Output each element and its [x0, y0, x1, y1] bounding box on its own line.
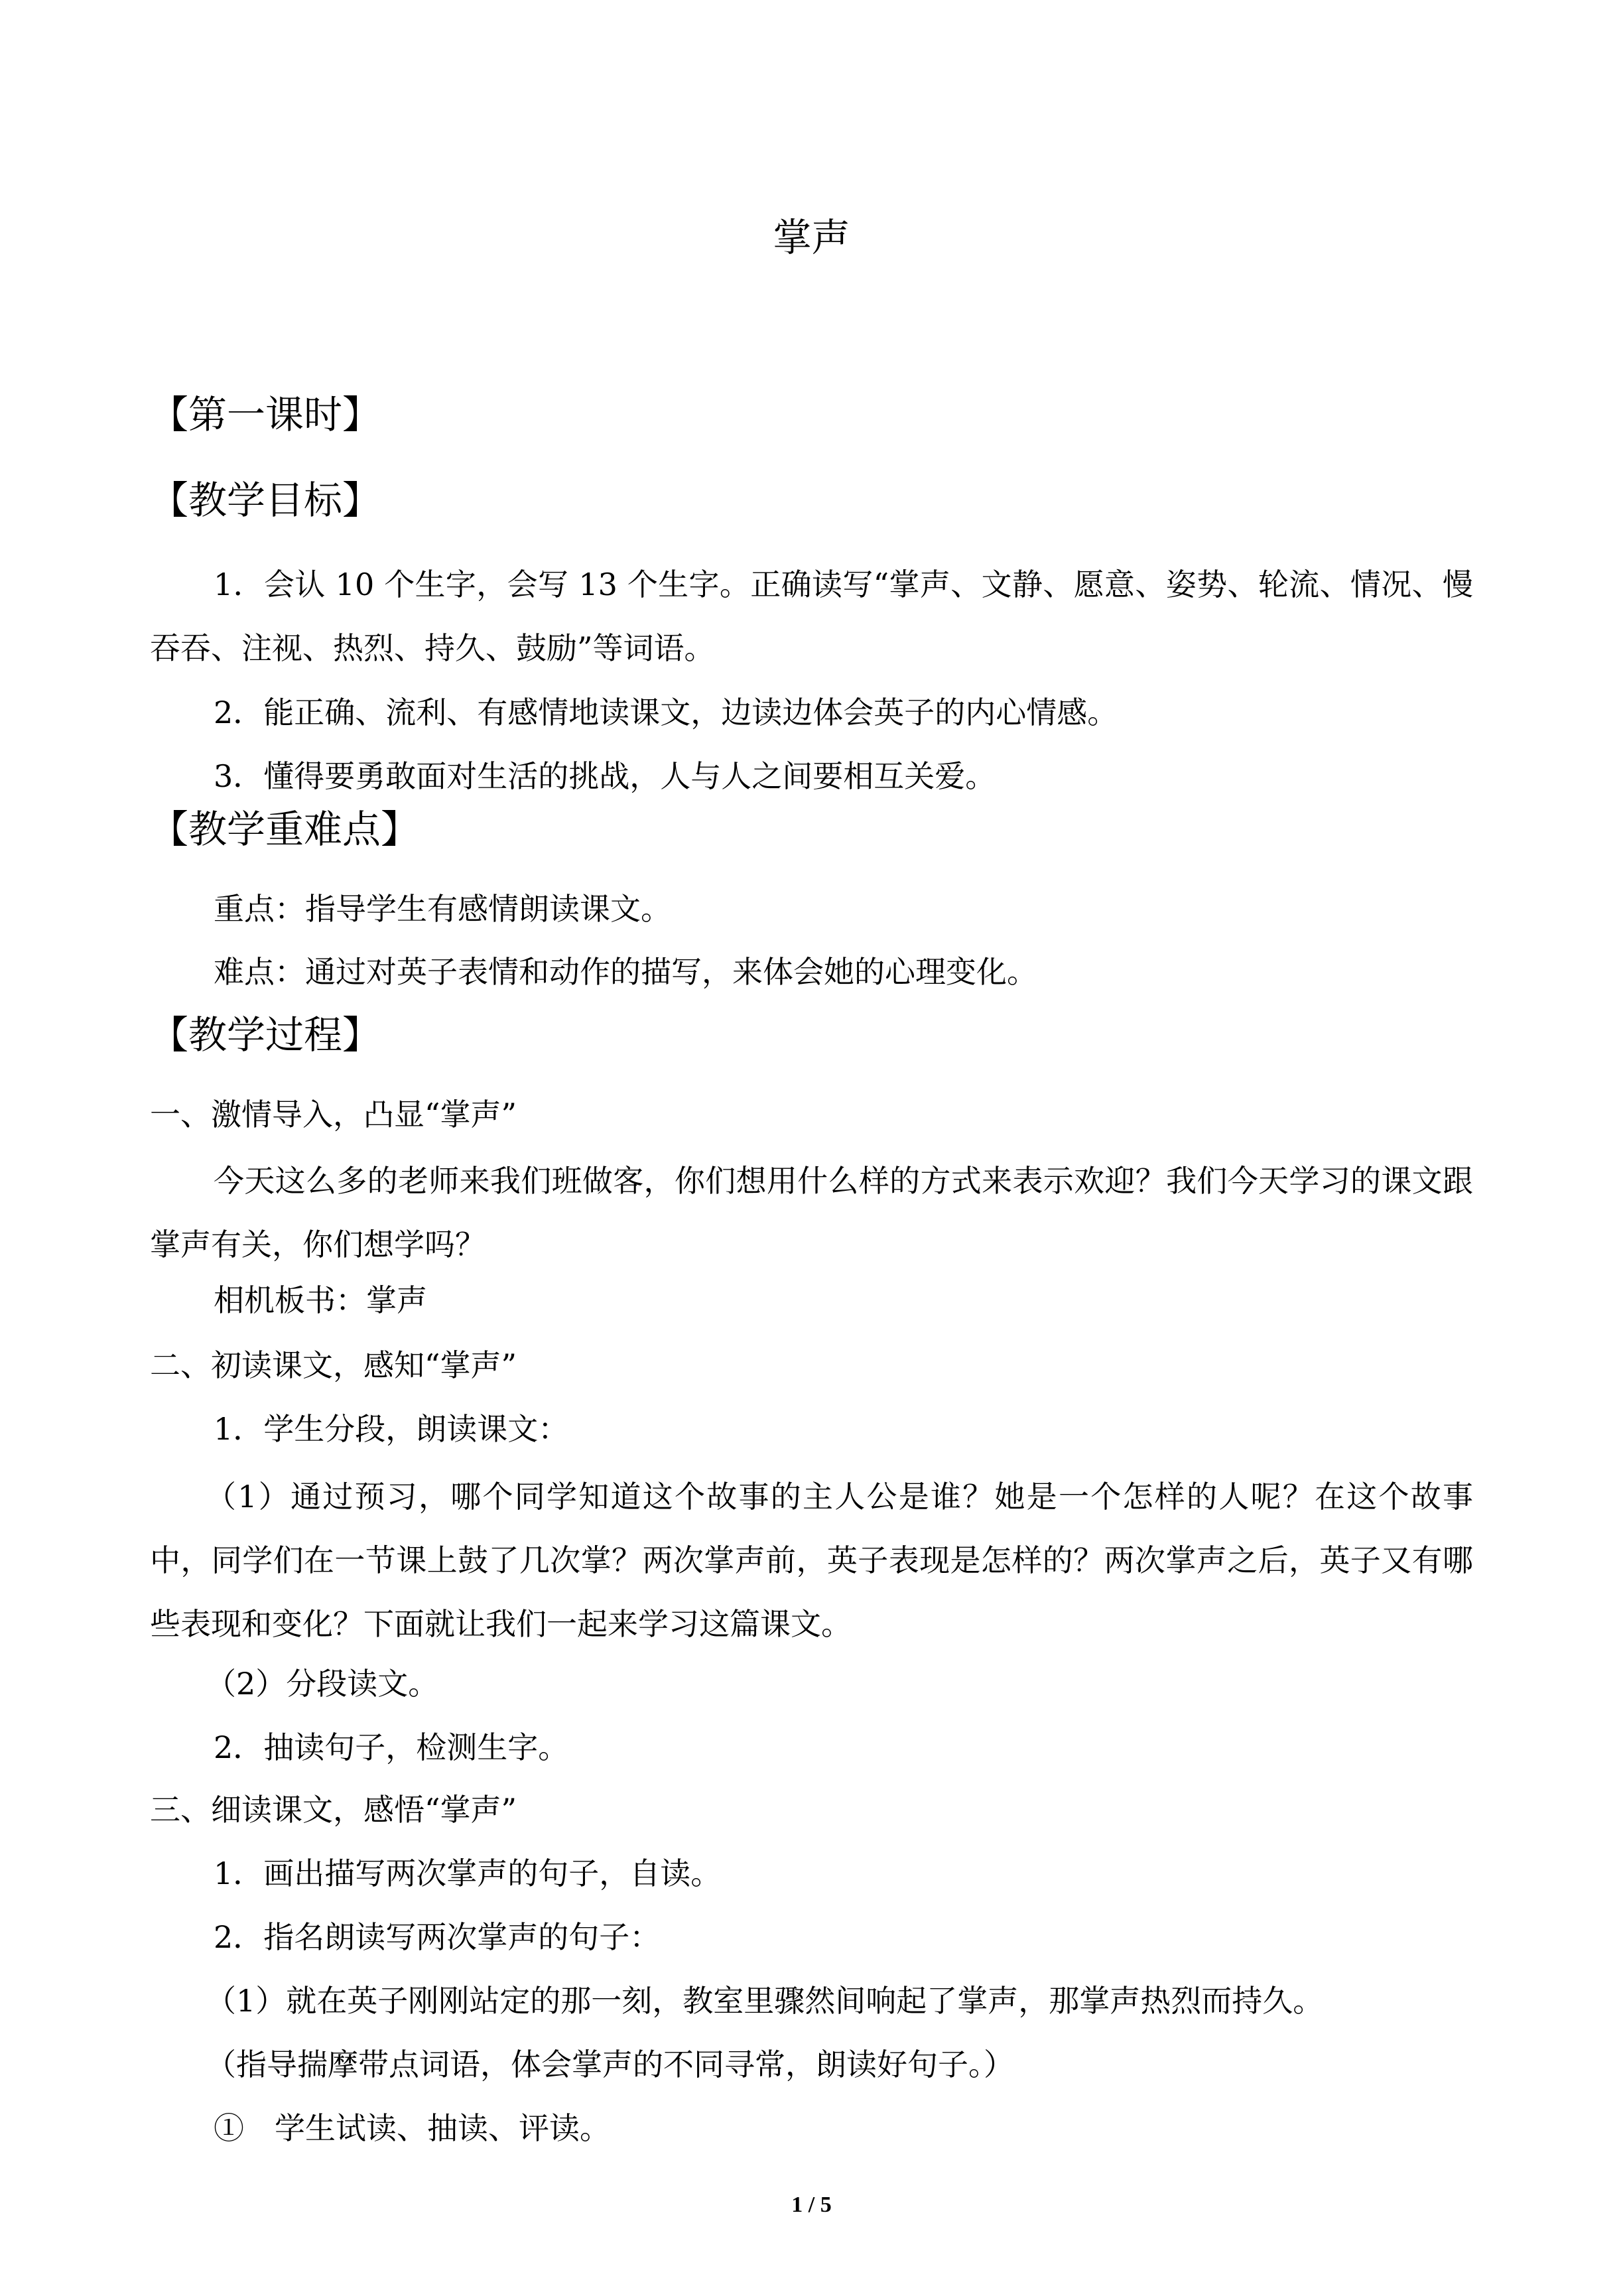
process-part1-title: 一、激情导入，凸显“掌声”: [150, 1097, 517, 1132]
process-part2-step1: 1．学生分段，朗读课文：: [214, 1411, 569, 1447]
section-heading-key-points: 【教学重难点】: [150, 807, 420, 852]
page-number: 1 / 5: [791, 2193, 832, 2217]
section-heading-teaching-process: 【教学过程】: [150, 1012, 381, 1057]
document-title: 掌声: [773, 215, 850, 260]
goal-item-3: 3．懂得要勇敢面对生活的挑战，人与人之间要相互关爱。: [214, 758, 996, 794]
process-part3-sentence1: （1）就在英子刚刚站定的那一刻，教室里骤然间响起了掌声，那掌声热烈而持久。: [206, 1983, 1324, 2019]
process-part2-question1: （1）通过预习，哪个同学知道这个故事的主人公是谁？她是一个怎样的人呢？在这个故事中，同学们在一节课上鼓了几次掌？两次掌声前，英子表现是怎样的？两次掌声之后，英子又有哪些表现和变化？下面就让我们一起来学习这篇课文。: [150, 1479, 1473, 1642]
key-point-focus: 重点：指导学生有感情朗读课文。: [214, 891, 671, 927]
section-heading-teaching-goals: 【教学目标】: [150, 478, 381, 523]
process-part3-title: 三、细读课文，感悟“掌声”: [150, 1792, 517, 1828]
process-part2-title: 二、初读课文，感知“掌声”: [150, 1347, 517, 1383]
process-part3-step2: 2．指名朗读写两次掌声的句子：: [214, 1919, 661, 1955]
process-part3-item1: ① 学生试读、抽读、评读。: [214, 2110, 610, 2146]
process-part3-step1: 1．画出描写两次掌声的句子，自读。: [214, 1856, 722, 1891]
process-part3-guide: （指导揣摩带点词语，体会掌声的不同寻常，朗读好句子。）: [206, 2047, 1014, 2082]
goal-item-1: 1．会认 10 个生字，会写 13 个生字。正确读写“掌声、文静、愿意、姿势、轮流、情况、慢吞吞、注视、热烈、持久、鼓励”等词语。: [150, 567, 1473, 666]
process-part2-question2: （2）分段读文。: [206, 1666, 439, 1702]
key-point-difficulty: 难点：通过对英子表情和动作的描写，来体会她的心理变化。: [214, 954, 1037, 990]
process-part1-board: 相机板书：掌声: [214, 1282, 427, 1318]
process-part2-step2: 2．抽读句子，检测生字。: [214, 1729, 569, 1765]
section-heading-lesson-period: 【第一课时】: [150, 392, 381, 437]
process-part1-text: 今天这么多的老师来我们班做客，你们想用什么样的方式来表示欢迎？我们今天学习的课文跟掌声有关，你们想学吗？: [150, 1163, 1473, 1262]
goal-item-2: 2．能正确、流利、有感情地读课文，边读边体会英子的内心情感。: [214, 695, 1118, 730]
